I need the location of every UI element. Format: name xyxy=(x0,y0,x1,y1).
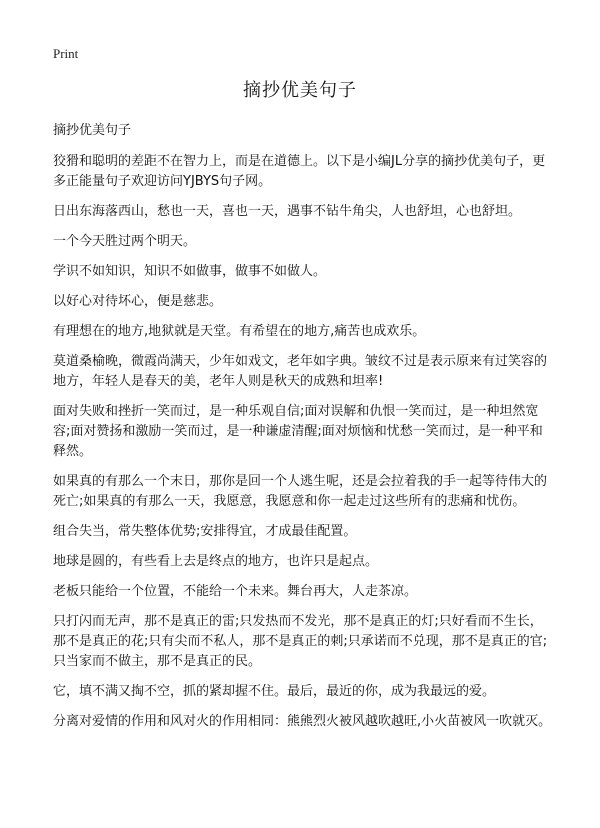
paragraph: 日出东海落西山，愁也一天，喜也一天，遇事不钻牛角尖，人也舒坦，心也舒坦。 xyxy=(53,204,522,219)
paragraph: 只打闪而无声，那不是真正的雷;只发热而不发光，那不是真正的灯;只好看而不生长，那不是真正的花;只有尖而不私人，那不是真正的刺;只承诺而不兑现，那不是真正的官;只当家而不做主，那不是真正的民。 xyxy=(53,614,548,669)
paragraph: 老板只能给一个位置，不能给一个未来。舞台再大，人走茶凉。 xyxy=(53,584,418,599)
paragraph: 以好心对待坏心，便是慈悲。 xyxy=(53,294,223,309)
article-subtitle: 摘抄优美句子 xyxy=(53,123,132,138)
paragraph: 分离对爱情的作用和风对火的作用相同：熊熊烈火被风越吹越旺,小火苗被风一吹就灭。 xyxy=(53,714,552,729)
paragraph: 面对失败和挫折一笑而过，是一种乐观自信;面对误解和仇恨一笑而过，是一种坦然宽容;面对赞扬和激励一笑而过，是一种谦虚清醒;面对烦恼和忧愁一笑而过，是一种平和释然。 xyxy=(53,404,543,459)
paragraph: 莫道桑榆晚，微霞尚满天，少年如戏文，老年如字典。皱纹不过是表示原来有过笑容的地方，年轻人是春天的美，老年人则是秋天的成熟和坦率! xyxy=(53,354,548,389)
paragraph: 它，填不满又掏不空，抓的紧却握不住。最后，最近的你，成为我最远的爱。 xyxy=(53,684,496,699)
article-body xyxy=(53,121,553,742)
paragraph: 有理想在的地方,地狱就是天堂。有希望在的地方,痛苦也成欢乐。 xyxy=(53,324,426,339)
paragraph: 一个今天胜过两个明天。 xyxy=(53,234,197,249)
page-title: 摘抄优美句子 xyxy=(243,80,357,101)
paragraph: 地球是圆的，有些看上去是终点的地方，也许只是起点。 xyxy=(53,554,379,569)
paragraph: 如果真的有那么一个末日，那你是回一个人逃生呢，还是会拉着我的手一起等待伟大的死亡;如果真的有那么一天，我愿意，我愿意和你一起走过这些所有的悲痛和忧伤。 xyxy=(53,474,548,509)
paragraph: 学识不如知识，知识不如做事，做事不如做人。 xyxy=(53,264,327,279)
print-link[interactable]: Print xyxy=(53,46,79,61)
paragraph: 组合失当，常失整体优势;安排得宜，才成最佳配置。 xyxy=(53,524,357,539)
paragraph: 狡猾和聪明的差距不在智力上，而是在道德上。以下是小编JL分享的摘抄优美句子，更多正能量句子欢迎访问YJBYS句子网。 xyxy=(53,154,546,189)
